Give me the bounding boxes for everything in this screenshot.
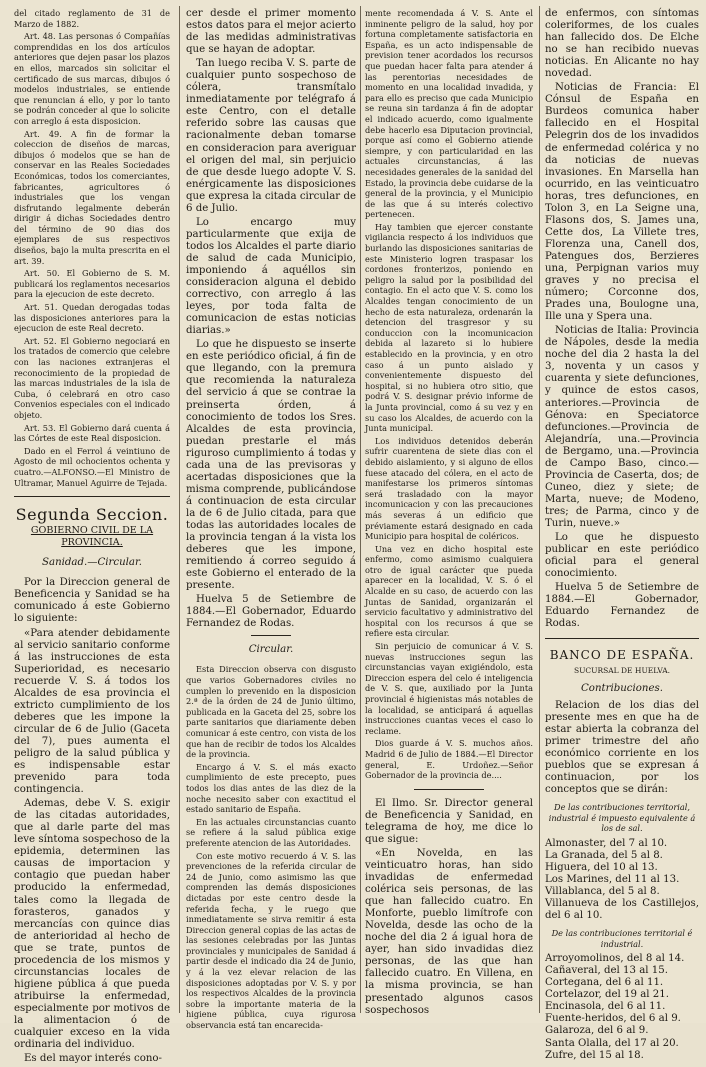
decree-articles [14, 8, 170, 488]
section-subtitle: GOBIERNO CIVIL DE LA PROVINCIA. [30, 525, 154, 549]
paragraph: «Para atender debidamente al servicio sanitario conforme á las instrucciones de esta Superioridad, es necesario recuerde V. S. á todos los Alcaldes de esa provincia el extricto cumplimiento de los deberes que les impone la circular de 6 de Julio (Gaceta del 7), pues aumenta el peligro de la salud pública y es indispensable estar prevenido para toda contingencia. [14, 627, 170, 796]
divider [14, 496, 170, 497]
list-item: Los Marines, del 11 al 13. [545, 873, 680, 885]
telegram-text: «En Novelda, en las veinticuatro horas, han sido invadidas de enfermedad colérica seis personas, de las que han fallecido cuatro. En Monforte, pueblo limítrofe con Novelda, desde las ocho de la noche del dia 2 á igual hora de ayer, han sido invadidas diez personas, de las que han fallecido cuatro. En Villena, en la misma provincia, se han presentado algunos casos sospechosos [365, 847, 533, 1016]
list-item: Villablanca, del 5 al 8. [545, 885, 660, 897]
divider [545, 638, 699, 639]
column-rule [179, 6, 180, 1013]
paragraph: Lo que he dispuesto se inserte en este periódico oficial, á fin de que llegando, con la premura que recomienda la naturaleza del servicio á que se contrae la preinserta órden, á conocimiento de todos los Sres. Alcaldes de esta provincia, puedan prestarle el más riguroso cumplimiento á todas y cada una de las previsoras y acertadas disposiciones que la misma comprende, publicándose á continuacion de esta circular la de 6 de Julio citada, para que todas las autoridades locales de la provincia tengan á la vista los deberes que les impone, remitiendo á correo seguido á este Gobierno el enterado de la presente. [186, 339, 356, 592]
paragraph: En las actuales circunstancias cuanto se refiere á la salud pública exige preferente atencion de las Autoridades. [186, 816, 356, 848]
paragraph: de enfermos, con síntomas coleriformes, de los cuales han fallecido dos. De Elche no se han recibido nuevas noticias. En Alicante no hay novedad. [545, 8, 699, 80]
list-item: Cortelazor, del 19 al 21. [545, 989, 669, 1001]
short-divider [251, 635, 291, 636]
list-item: Cortegana, del 6 al 11. [545, 977, 664, 989]
paragraph: Es del mayor interés cono- [24, 1053, 162, 1065]
list-item: La Granada, del 5 al 8. [545, 849, 663, 861]
paragraph: Con este motivo recuerdo á V. S. las prevenciones de la referida circular de 24 de Junio, como asimismo las que comprenden las demás disposiciones dictadas por este centro desde la referida fecha, y le ruego que inmediatamente se sirva remitir á esta Direccion general copias de las actas de las sesiones celebradas por las Juntas provinciales y municipales de Sanidad á partir desde el indicado dia 24 de Junio, y á la vez elevar relacion de las disposiciones adoptadas por V. S. y por los respectivos Alcaldes de la provincia sobre la importante materia de la higiene pública, cuya rigurosa observancia está tan encarecida- [186, 850, 356, 1031]
circular-body [186, 664, 356, 1030]
paragraph: Encargo á V. S. el más exacto cumplimiento de este precepto, pues todos los dias antes de las diez de la noche necesito saber con exactitud el estado sanitario de España. [186, 761, 356, 815]
contributions-heading: Contribuciones. [581, 683, 663, 695]
paragraph: cer desde el primer momento estos datos para el mejor acierto de las medidas administrativas que se hayan de adoptar. [186, 8, 356, 56]
paragraph: Por la Direccion general de Beneficencia y Sanidad se ha comunicado á este Gobierno lo siguiente: [14, 577, 170, 625]
article-52: Art. 52. El Gobierno negociará en los tratados de comercio que celebre con las naciones extranjeras el reconocimiento de la propiedad de las marcas industriales de la isla de Cuba, ó celebrará en otro caso Convenios especiales con el indicado objeto. [14, 335, 170, 420]
section-title: Segunda Seccion. [15, 505, 169, 525]
column-rule [539, 6, 540, 1013]
list-item: Santa Olalla, del 17 al 20. [545, 1037, 679, 1049]
list-item: Cañaveral, del 13 al 15. [545, 965, 668, 977]
paragraph: Ademas, debe V. S. exigir de las citadas autoridades, que al darle parte del mas leve síntoma sospechoso de la epidemia, determinen las causas de importacion y contagio que puedan haber producido la enfermedad, tales como la llegada de forasteros, ganados y mercancías con quince dias de anterioridad al hecho de que se trate, puntos de procedencia de los mismos y circunstancias locales de higiene pública á que pueda atribuirse la enfermedad, especialmente por motivos de la alimentacion ó de cualquier exceso en la vida ordinaria del individuo. [14, 798, 170, 1051]
paragraph: Una vez en dicho hospital este enfermo, como asimismo cualquiera otro de igual carácter que pueda aparecer en la localidad, V. S. ó el Alcalde en su caso, de acuerdo con las Juntas de Sanidad, organizarán el servicio facultativo y administrativo del hospital con los recursos á que se refiere esta circular. [365, 543, 533, 639]
decree-signature: Dado en el Ferrol á veintiuno de Agosto de mil ochocientos ochenta y cuatro.—ALFONSO.—El Ministro de Ultramar, Manuel Aguirre de Tejada. [14, 445, 170, 488]
circular-heading: Circular. [248, 644, 294, 656]
signature: Dios guarde á V. S. muchos años. Madrid 6 de Julio de 1884.—El Director general, E. Urdoñez.—Señor Gobernador de la provincia de.... [365, 738, 533, 781]
article-53: Art. 53. El Gobierno dará cuenta á las Córtes de este Real disposicion. [14, 422, 170, 444]
paragraph: Lo encargo muy particularmente que exija de todos los Alcaldes el parte diario de salud de cada Municipio, imponiendo á aquéllos sin consideracion alguna el debido correctivo, con arreglo á las leyes, por toda falta de comunicacion de estas noticias diarias.» [186, 216, 356, 337]
column-rule [360, 6, 361, 1013]
paragraph: Sin perjuicio de comunicar á V. S. nuevas instrucciones segun las circunstancias vayan exigiéndolo, esta Direccion espera del celo é inteligencia de V. S. que, auxiliado por la Junta provincial é higienistas más notables de la localidad, se anticipará á aquellas instrucciones cuantas veces el caso lo reclame. [365, 641, 533, 736]
list-item: Fuente-heridos, del 6 al 9. [545, 1013, 681, 1025]
paragraph: Esta Direccion observa con disgusto que varios Gobernadores civiles no cumplen lo prevenido en la disposicion 2.ª de la órden de 24 de Junio último, publicada en la Gaceta del 25, sobre los parte sanitarios que diariamente deben comunicar á este centro, con vista de los que han de recibir de todos los Alcaldes de la provincia. [186, 664, 356, 760]
signature: Huelva 5 de Setiembre de 1884.—El Gobernador, Eduardo Fernandez de Rodas. [545, 582, 699, 630]
list-item: Zufre, del 15 al 18. [545, 1049, 644, 1061]
article-50: Art. 50. El Gobierno de S. M. publicará los reglamentos necesarios para la ejecucion de este decreto. [14, 268, 170, 300]
list-item: Villanueva de los Castillejos, del 6 al 10. [545, 897, 699, 921]
paragraph: Relacion de los dias del presente mes en que ha de estar abierta la cobranza del primer trimestre del año económico corriente en los pueblos que se expresan á continuacion, por los conceptos que se dirán: [545, 699, 699, 795]
article-49: Art. 49. A fin de formar la coleccion de diseños de marcas, dibujos ó modelos que se han de conservar en las Reales Sociedades Económicas, todos los comerciantes, fabricantes, agricultores ó industriales que los vengan disfrutando legalmente deberán dirigir á dichas Sociedades dentro del término de 90 dias dos ejemplares de sus respectivos diseños, bajo la multa prescrita en el art. 39. [14, 128, 170, 266]
column-1 [14, 8, 170, 1067]
divider [414, 789, 484, 790]
town-list-1 [545, 838, 699, 922]
column-4 [545, 8, 699, 1062]
paragraph: Lo que he dispuesto publicar en este periódico oficial para el general conocimiento. [545, 532, 699, 580]
article-51: Art. 51. Quedan derogadas todas las disposiciones anteriores para la ejecucion de este Real decreto. [14, 302, 170, 334]
article-48: Art. 48. Las personas ó Compañías comprendidas en los dos artículos anteriores que dejen pasar los plazos en ellos, marcados sin solicitar el certificado de sus marcas, dibujos ó modelos industriales, se entiende que renuncian á ello, y por lo tanto se podrán conceder al que lo solicite con arreglo á esta disposicion. [14, 31, 170, 126]
list-item: Galaroza, del 6 al 9. [545, 1025, 649, 1037]
circular-continuation [365, 8, 533, 781]
list-item: Higuera, del 10 al 13. [545, 861, 658, 873]
list-item: Almonaster, del 7 al 10. [545, 837, 668, 849]
paragraph: El Ilmo. Sr. Director general de Beneficencia y Sanidad, en telegrama de hoy, me dice lo que sigue: [365, 797, 533, 845]
list-heading: De las contribuciones territorial é industrial. [551, 928, 693, 949]
signature: Huelva 5 de Setiembre de 1884.—El Gobernador, Eduardo Fernandez de Rodas. [186, 594, 356, 630]
paragraph: Hay tambien que ejercer constante vigilancia respecto á los individuos que burlando las disposiciones sanitarias de este Ministerio logren traspasar los cordones fronterizos, poniendo en peligro la salud por la posibilidad del contagio. En el acto que V. S. como los Alcaldes tengan conocimiento de un hecho de esta naturaleza, ordenarán la detencion del trasgresor y su conduccion con la incomunicacion debida al lazareto si lo hubiere establecido en la provincia, y en otro caso á un punto aislado y convenientemente dispuesto del hospital, si no hubiera otro sitio, que podrá V. S. designar prévio informe de la Junta provincial, como á su vez y en su caso los Alcaldes, de acuerdo con la Junta municipal. [365, 221, 533, 434]
paragraph: Tan luego reciba V. S. parte de cualquier punto sospechoso de cólera, transmítalo inmediatamente por telégrafo á este Centro, con el detalle referido sobre las causas que racionalmente deban tomarse en consideracion para averiguar el origen del mal, sin perjuicio de que desde luego adopte V. S. enérgicamente las disposiciones que expresa la citada circular de 6 de Julio. [186, 58, 356, 214]
town-list-2 [545, 953, 699, 1061]
list-heading: De las contribuciones territorial, industrial é impuesto equivalente á los de sal. [548, 801, 696, 834]
paragraph: mente recomendada á V. S. Ante el inminente peligro de la salud, hoy por fortuna completamente satisfactoria en España, es un acto indispensable de prevision tener acordados los recursos que puedan hacer falta para atender á las perentorias necesidades de momento en una localidad invadida, y para ello es preciso que cada Municipio se reuna sin tardanza á fin de adoptar el indicado acuerdo, como igualmente debe hacerlo esa Diputacion provincial, porque así como el Gobierno atiende siempre, y con particularidad en las actuales circunstancias, á las necesidades generales de la sanidad del Estado, la provincia debe cuidarse de la general de la provincia, y el Municipio de las que á su interés colectivo pertenecen. [365, 8, 533, 220]
bank-heading: BANCO DE ESPAÑA. [549, 648, 695, 663]
circular-heading: Sanidad.—Circular. [42, 557, 142, 569]
paragraph: del citado reglamento de 31 de Marzo de 1882. [14, 8, 170, 29]
column-2 [186, 8, 356, 1033]
paragraph: Los individuos detenidos deberán sufrir cuarentena de siete dias con el debido aislamiento, y si alguno de ellos fuese atacado del cólera, en el acto de manifestarse los primeros síntomas será trasladado con la mayor incomunicacion y con las precauciones más severas á un edificio que préviamente estará designado en cada Municipio para hospital de coléricos. [365, 435, 533, 542]
column-3 [365, 8, 533, 1019]
paragraph: Noticias de Francia: El Cónsul de España en Burdeos comunica haber fallecido en el Hospital Pelegrin dos de los invadidos de enfermedad colérica y no da noticias de nuevas invasiones. En Marsella han ocurrido, en las veinticuatro horas, tres defunciones, en Tolon 3, en La Seigne una, Flasons dos, S. James una, Cette dos, La Villete tres, Florenza una, Canell dos, Patengues dos, Berzieres una, Perpignan varios muy graves y no precisa el número; Corconne dos, Prades una, Boulogne una, Ille una y Spera una. [545, 82, 699, 323]
branch-subtitle: SUCURSAL DE HUELVA. [573, 666, 671, 676]
list-item: Arroyomolinos, del 8 al 14. [545, 953, 685, 965]
list-item: Encinasola, del 6 al 11. [545, 1001, 666, 1013]
paragraph: Noticias de Italia: Provincia de Nápoles, desde la media noche del dia 2 hasta la del 3, noventa y un casos y cuarenta y siete defunciones, y quince de estos casos, anteriores.—Provincia de Génova: en Speciatorce defunciones.—Provincia de Alejandría, una.—Provincia de Bergamo, una.—Provincia de Campo Baso, cinco.—Provincia de Caserta, dos; de Cuneo, diez y siete; de Marta, nueve; de Modeno, tres; de Parma, cinco y de Turin, nueve.» [545, 325, 699, 529]
